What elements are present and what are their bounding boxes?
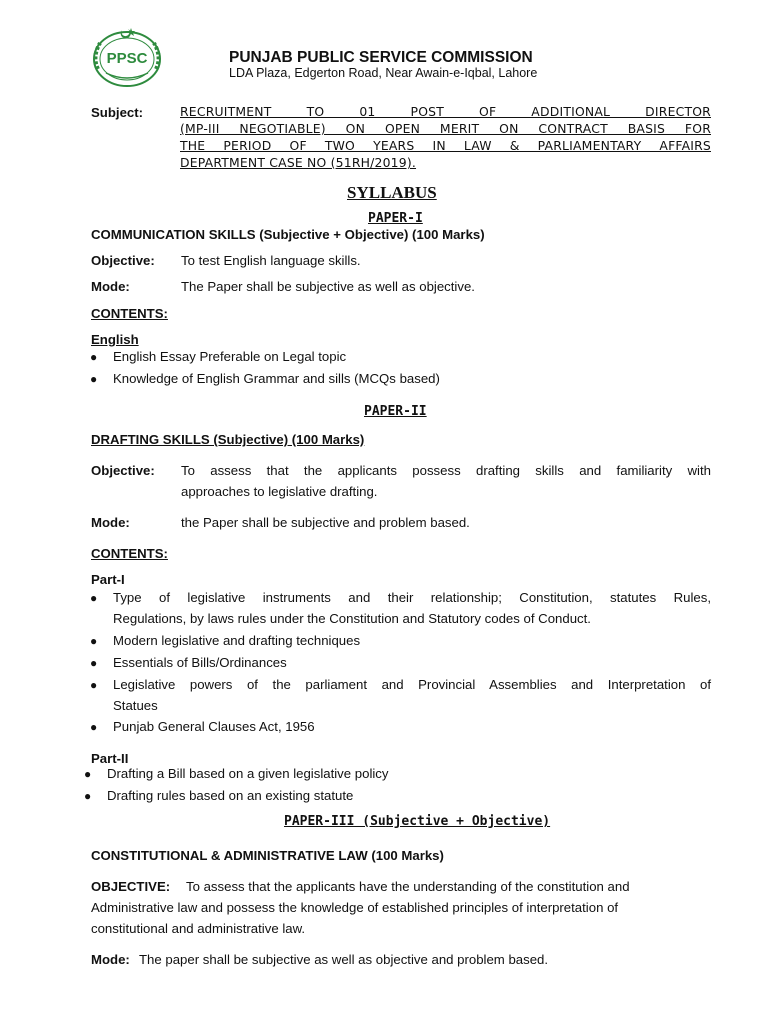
paper1-item: English Essay Preferable on Legal topic — [113, 349, 347, 364]
bullet-icon: ● — [90, 372, 98, 386]
paper2-heading: PAPER-II — [364, 404, 427, 419]
paper1-objective-text: To test English language skills. — [181, 253, 361, 268]
paper2-part1-label: Part-I — [91, 572, 125, 587]
paper2-part1-item: Legislative powers of the parliament and Provincial Assemblies and Interpretation of — [113, 677, 711, 692]
paper2-contents-label: CONTENTS: — [91, 546, 168, 561]
paper1-heading: PAPER-I — [368, 211, 423, 226]
bullet-icon: ● — [84, 789, 92, 803]
paper2-part1-item: Essentials of Bills/Ordinances — [113, 655, 287, 670]
bullet-icon: ● — [90, 634, 98, 648]
logo-text: PPSC — [106, 50, 148, 67]
paper2-objective-line-2: approaches to legislative drafting. — [181, 484, 378, 499]
subject-label: Subject: — [91, 105, 144, 120]
subject-line-3: THE PERIOD OF TWO YEARS IN LAW & PARLIAMENTARY AFFAIRS — [180, 138, 711, 153]
subject-line-2: (MP-III NEGOTIABLE) ON OPEN MERIT ON CONTRACT BASIS FOR — [180, 121, 711, 136]
paper2-part1-item: Modern legislative and drafting techniques — [113, 633, 361, 648]
paper1-objective-label: Objective: — [91, 253, 155, 268]
paper1-item: Knowledge of English Grammar and sills (MCQs based) — [113, 371, 440, 386]
paper2-mode-label: Mode: — [91, 515, 130, 530]
subject-line-1: RECRUITMENT TO 01 POST OF ADDITIONAL DIRECTOR — [180, 104, 711, 119]
ppsc-seal-icon — [84, 25, 170, 91]
paper2-part1-item-cont: Regulations, by laws rules under the Constitution and Statutory codes of Conduct. — [113, 611, 591, 626]
paper1-mode-label: Mode: — [91, 279, 130, 294]
paper2-objective-label: Objective: — [91, 463, 155, 478]
paper2-part1-item-cont: Statues — [113, 698, 158, 713]
paper2-part1-item: Type of legislative instruments and their relationship; Constitution, statutes Rules, — [113, 590, 711, 605]
paper2-objective-line-1: To assess that the applicants possess drafting skills and familiarity with — [181, 463, 711, 478]
bullet-icon: ● — [90, 591, 98, 605]
paper3-heading: PAPER-III (Subjective + Objective) — [284, 814, 551, 829]
paper3-objective-line-1: To assess that the applicants have the understanding of the constitution and — [186, 879, 630, 894]
paper1-contents-label: CONTENTS: — [91, 306, 168, 321]
paper2-mode-text: the Paper shall be subjective and problem based. — [181, 515, 470, 530]
bullet-icon: ● — [90, 720, 98, 734]
ppsc-logo — [84, 25, 170, 91]
paper3-objective-label: OBJECTIVE: — [91, 879, 171, 894]
page-title: SYLLABUS — [347, 183, 437, 202]
paper2-part1-item: Punjab General Clauses Act, 1956 — [113, 719, 315, 734]
paper3-mode-text: The paper shall be subjective as well as objective and problem based. — [139, 952, 549, 967]
bullet-icon: ● — [90, 678, 98, 692]
paper1-section-label: English — [91, 332, 139, 347]
org-address: LDA Plaza, Edgerton Road, Near Awain-e-Iqbal, Lahore — [229, 66, 538, 80]
subject-line-4: DEPARTMENT CASE NO (51RH/2019). — [180, 155, 417, 170]
paper3-objective-line-3: constitutional and administrative law. — [91, 921, 306, 936]
paper1-subtitle: COMMUNICATION SKILLS (Subjective + Objective) (100 Marks) — [91, 227, 485, 242]
bullet-icon: ● — [90, 350, 98, 364]
paper3-subtitle: CONSTITUTIONAL & ADMINISTRATIVE LAW (100 Marks) — [91, 848, 444, 863]
paper1-mode-text: The Paper shall be subjective as well as objective. — [181, 279, 475, 294]
paper3-mode-label: Mode: — [91, 952, 130, 967]
paper2-part2-item: Drafting rules based on an existing statute — [107, 788, 354, 803]
paper2-part2-label: Part-II — [91, 751, 129, 766]
bullet-icon: ● — [90, 656, 98, 670]
bullet-icon: ● — [84, 767, 92, 781]
paper3-objective-line-2: Administrative law and possess the knowledge of established principles of interpretation of — [91, 900, 619, 915]
paper2-subtitle: DRAFTING SKILLS (Subjective) (100 Marks) — [91, 432, 365, 447]
paper2-part2-item: Drafting a Bill based on a given legislative policy — [107, 766, 389, 781]
org-name: PUNJAB PUBLIC SERVICE COMMISSION — [229, 49, 533, 66]
